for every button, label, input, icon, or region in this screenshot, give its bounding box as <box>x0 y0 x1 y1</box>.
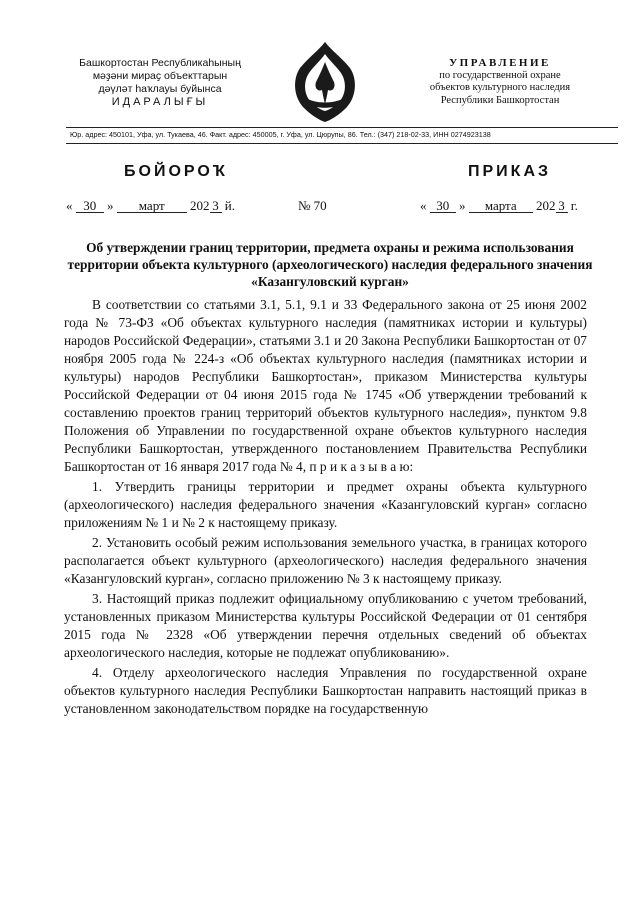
document-title: Об утверждении границ территории, предмета охраны и режима использования территории объекта культурного (археологического) наследия федерального значения «Казангуловский курган» <box>67 240 593 289</box>
date-quote-open: « <box>420 198 427 213</box>
date-day: 30 <box>76 199 104 213</box>
date-day: 30 <box>430 199 456 213</box>
body-paragraph: 2. Установить особый режим использования земельного участка, в границах которого располагается объект культурного (археологического) наследия федерального значения «Казангуловский курган», согласно приложению № 3 к настоящему приказу. <box>64 535 587 586</box>
heading-bashkir: БОЙОРОҠ <box>124 163 228 180</box>
date-right <box>420 198 578 214</box>
body-paragraph: 4. Отделу археологического наследия Управления по государственной охране объектов культурного наследия Республики Башкортостан направить настоящий приказ в установленном законодательством порядке на государственную <box>64 665 587 716</box>
date-quote-open: « <box>66 198 73 213</box>
date-quote-close: » <box>107 198 114 213</box>
document-body <box>64 296 587 718</box>
letterhead-right-line: объектов культурного наследия <box>429 82 571 93</box>
date-quote-close: » <box>459 198 466 213</box>
date-month: марта <box>469 199 533 213</box>
letterhead-left <box>60 57 260 109</box>
letterhead-left-line: мәҙәни мираҫ объекттарын <box>92 70 228 82</box>
date-year-prefix: 202 <box>190 198 210 213</box>
date-left <box>66 198 235 214</box>
letterhead-right-line: по государственной охране <box>439 69 561 81</box>
body-paragraph: В соответствии со статьями 3.1, 5.1, 9.1 и 33 Федерального закона от 25 июня 2002 года № 73-ФЗ «Об объектах культурного наследия (памятниках истории и культуры) народов Российской Федерации», статьями 3.1 и 20 Закона Республики Башкортостан от 07 ноября 2005 года № 224-з «Об объектах культурного наследия (памятниках истории и культуры) народов Республики Башкортостан», приказом Министерства культуры Российской Федерации от 04 июня 2015 года № 1745 «Об утверждении требований к составлению проектов границ территорий объектов культурного наследия», пунктом 9.8 Положения об Управлении по государственной охране объектов культурного наследия Республики Башкортостан, утвержденного постановлением Правительства Республики Башкортостан от 16 января 2017 года № 4, п р и к а з ы в а ю: <box>64 297 587 474</box>
body-paragraph: 1. Утвердить границы территории и предмет охраны объекта культурного (археологического) наследия федерального значения «Казангуловский курган» согласно приложениям № 1 и № 2 к настоящему приказу. <box>64 479 587 530</box>
letterhead-divider <box>66 127 618 128</box>
date-suffix: й. <box>224 198 235 213</box>
bashkortostan-emblem-icon <box>286 40 364 124</box>
letterhead-left-line: дәүләт һаҡлауы буйынса <box>98 83 222 95</box>
body-paragraph: 3. Настоящий приказ подлежит официальному опубликованию с учетом требований, установленных приказом Министерства культуры Российской Федерации от 01 сентября 2015 года № 2328 «Об утверждении перечня отдельных сведений об объектах археологического наследия, которые не подлежат опубликованию». <box>64 591 587 660</box>
heading-russian: ПРИКАЗ <box>468 163 552 180</box>
letterhead-right <box>400 57 600 107</box>
date-year-digit: 3 <box>556 199 568 213</box>
letterhead-left-line: ИДАРАЛЫҒЫ <box>111 96 209 108</box>
order-number: № 70 <box>298 198 327 213</box>
date-year-digit: 3 <box>210 199 222 213</box>
letterhead-divider <box>66 143 618 144</box>
date-suffix: г. <box>570 198 578 213</box>
date-year-prefix: 202 <box>536 198 556 213</box>
date-month: март <box>117 199 187 213</box>
letterhead-right-line: Республики Башкортостан <box>440 94 560 106</box>
letterhead-address: Юр. адрес: 450101, Уфа, ул. Тукаева, 46. Факт. адрес: 450005, г. Уфа, ул. Цюрупы, 86. Тел.: (347) 218-02-33, ИНН 0274923138 <box>70 130 491 139</box>
letterhead-right-title: УПРАВЛЕНИЕ <box>449 57 551 69</box>
letterhead-left-line: Башкортостан Республикаһының <box>79 57 241 69</box>
